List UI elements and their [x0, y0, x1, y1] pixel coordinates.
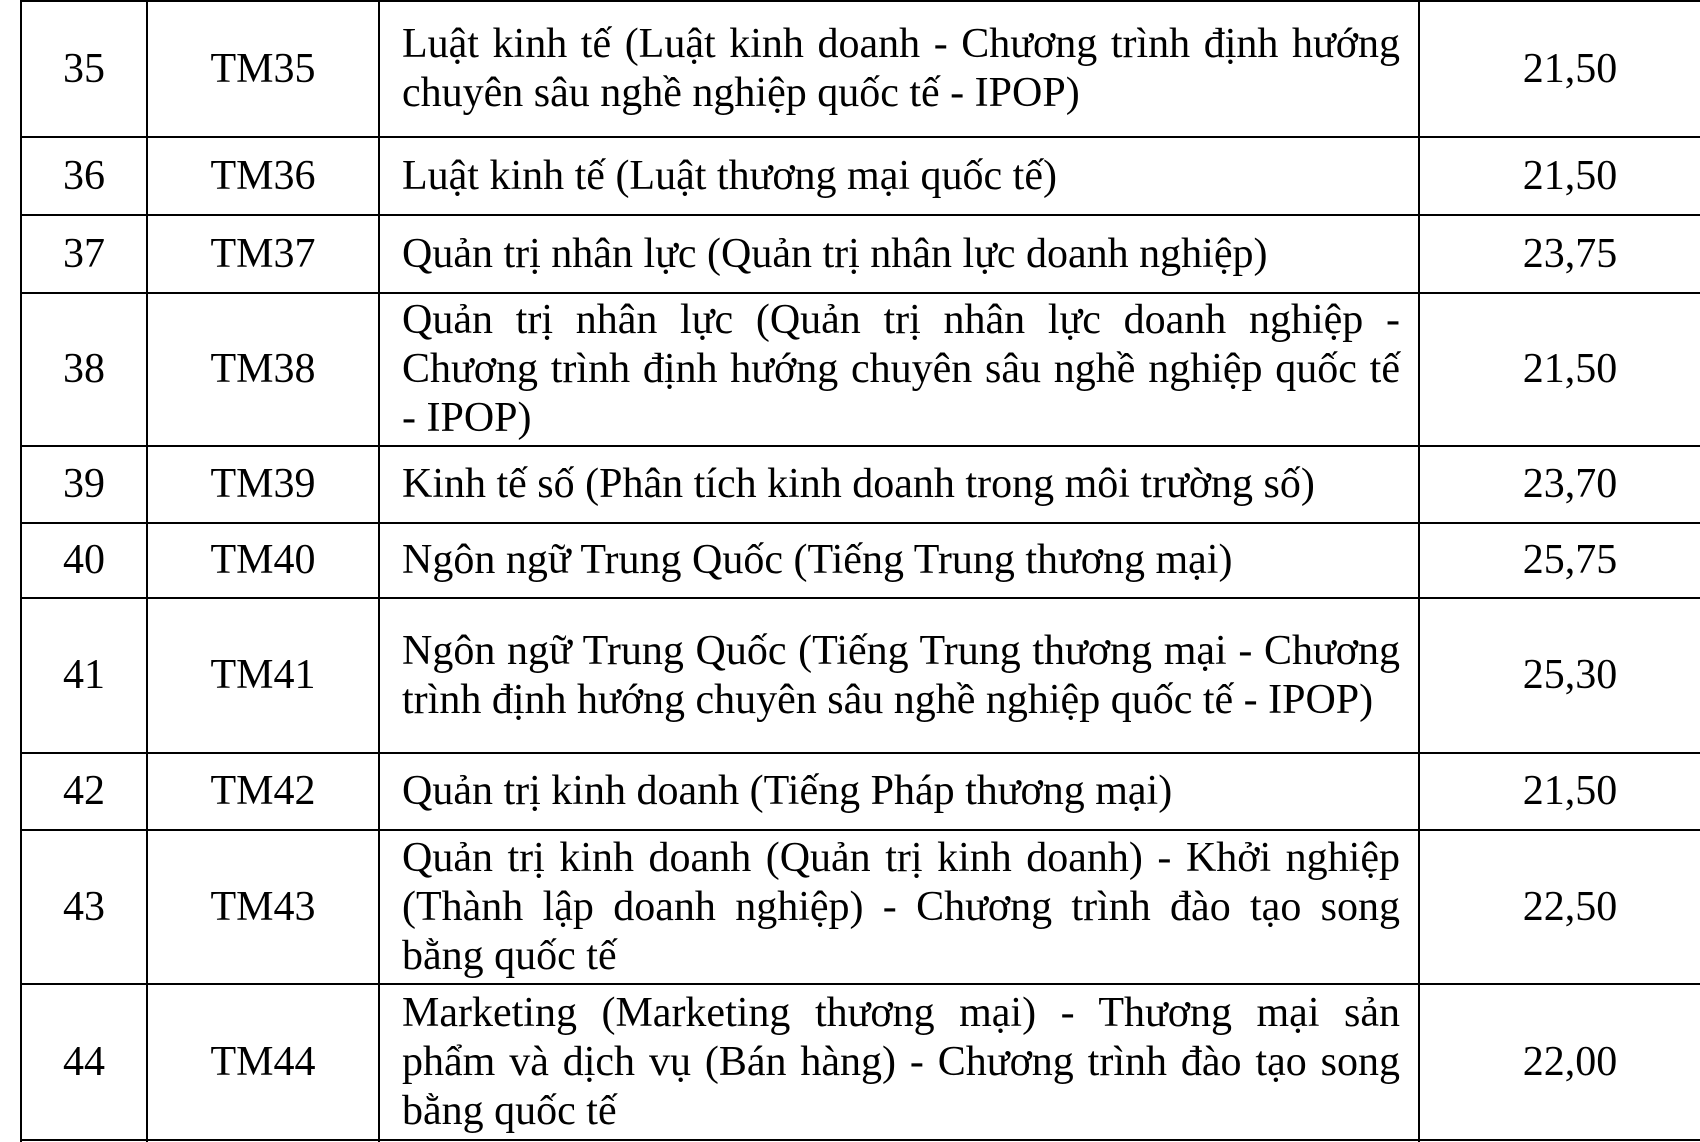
program-name: Quản trị nhân lực (Quản trị nhân lực doanh nghiệp - Chương trình định hướng chuyên sâu nghề nghiệp quốc tế - IPOP) [379, 293, 1419, 446]
table-row [21, 830, 1700, 984]
table-row [21, 984, 1700, 1140]
cutoff-score: 22,50 [1419, 830, 1700, 984]
row-number: 44 [21, 984, 147, 1140]
program-name: Quản trị kinh doanh (Quản trị kinh doanh) - Khởi nghiệp (Thành lập doanh nghiệp) - Chương trình đào tạo song bằng quốc tế [379, 830, 1419, 984]
program-code: TM35 [147, 1, 379, 137]
row-number: 39 [21, 446, 147, 523]
cutoff-score: 23,70 [1419, 446, 1700, 523]
cutoff-score: 21,50 [1419, 137, 1700, 215]
table-row [21, 523, 1700, 598]
row-number: 35 [21, 1, 147, 137]
admission-score-table [20, 0, 1700, 1142]
program-code: TM42 [147, 753, 379, 830]
cutoff-score: 25,75 [1419, 523, 1700, 598]
cutoff-score: 25,30 [1419, 598, 1700, 753]
program-name: Marketing (Marketing thương mại) - Thương mại sản phẩm và dịch vụ (Bán hàng) - Chương trình đào tạo song bằng quốc tế [379, 984, 1419, 1140]
program-code: TM41 [147, 598, 379, 753]
cutoff-score: 21,50 [1419, 293, 1700, 446]
row-number: 37 [21, 215, 147, 293]
table-row [21, 446, 1700, 523]
program-code: TM40 [147, 523, 379, 598]
table-row [21, 598, 1700, 753]
cutoff-score: 23,75 [1419, 215, 1700, 293]
row-number: 40 [21, 523, 147, 598]
cutoff-score: 21,50 [1419, 1, 1700, 137]
program-name: Luật kinh tế (Luật kinh doanh - Chương trình định hướng chuyên sâu nghề nghiệp quốc tế - IPOP) [379, 1, 1419, 137]
table-row [21, 293, 1700, 446]
program-code: TM36 [147, 137, 379, 215]
cutoff-score: 21,50 [1419, 753, 1700, 830]
program-code: TM39 [147, 446, 379, 523]
program-name: Ngôn ngữ Trung Quốc (Tiếng Trung thương mại) [379, 523, 1419, 598]
program-name: Quản trị kinh doanh (Tiếng Pháp thương mại) [379, 753, 1419, 830]
program-code: TM43 [147, 830, 379, 984]
row-number: 36 [21, 137, 147, 215]
row-number: 42 [21, 753, 147, 830]
table-row [21, 1, 1700, 137]
program-code: TM38 [147, 293, 379, 446]
table-row [21, 753, 1700, 830]
program-code: TM44 [147, 984, 379, 1140]
program-name: Kinh tế số (Phân tích kinh doanh trong môi trường số) [379, 446, 1419, 523]
row-number: 43 [21, 830, 147, 984]
table-row [21, 215, 1700, 293]
cutoff-score: 22,00 [1419, 984, 1700, 1140]
program-code: TM37 [147, 215, 379, 293]
program-name: Luật kinh tế (Luật thương mại quốc tế) [379, 137, 1419, 215]
program-name: Ngôn ngữ Trung Quốc (Tiếng Trung thương mại - Chương trình định hướng chuyên sâu nghề nghiệp quốc tế - IPOP) [379, 598, 1419, 753]
row-number: 41 [21, 598, 147, 753]
program-name: Quản trị nhân lực (Quản trị nhân lực doanh nghiệp) [379, 215, 1419, 293]
table-row [21, 137, 1700, 215]
row-number: 38 [21, 293, 147, 446]
